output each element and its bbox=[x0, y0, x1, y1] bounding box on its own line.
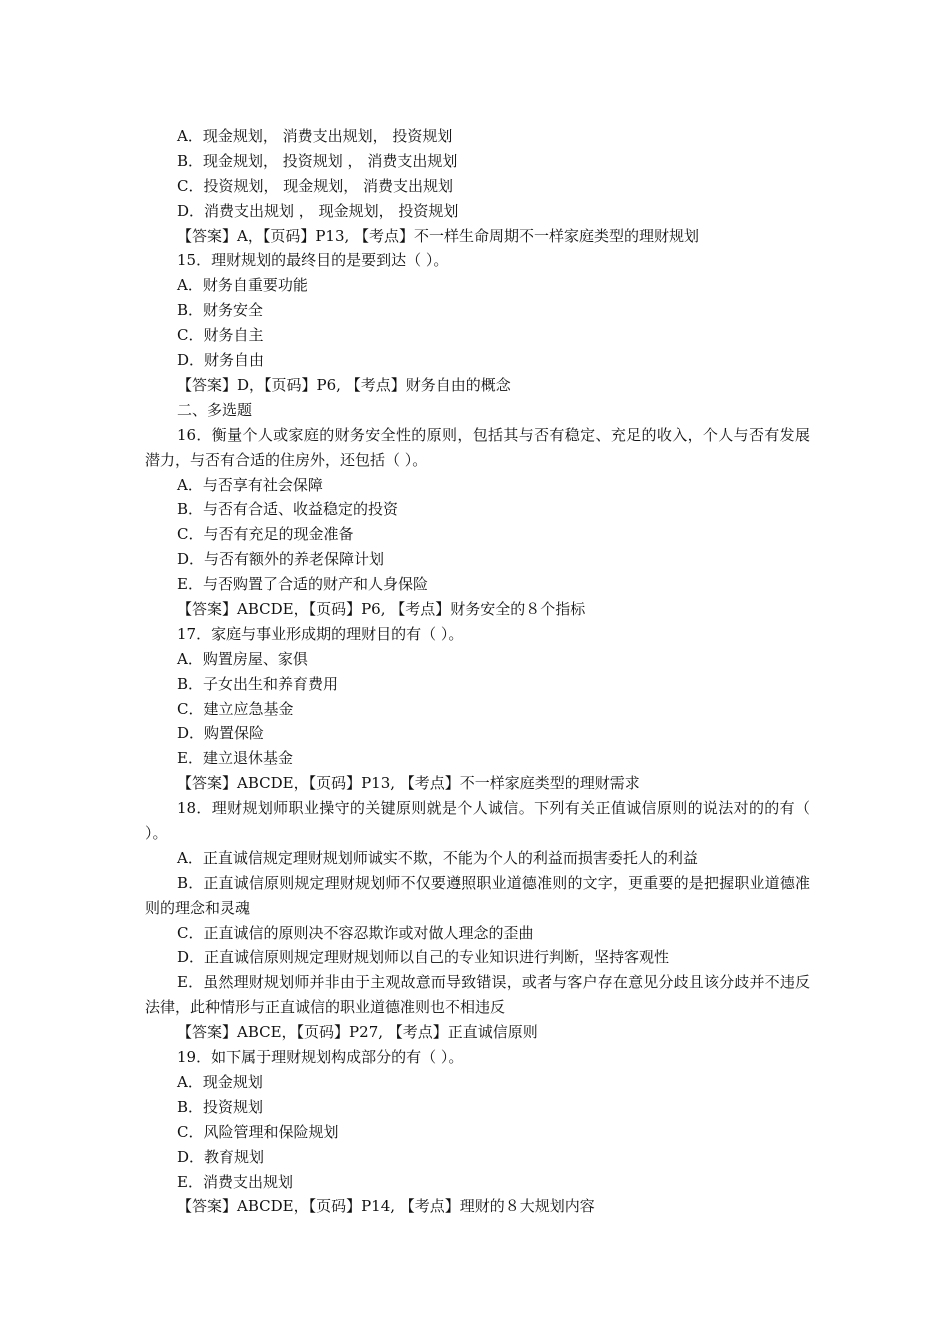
q16-option-d: D．与否有额外的养老保障计划 bbox=[177, 550, 385, 569]
q16-answer: 【答案】ABCDE，【页码】P6, 【考点】财务安全的８个指标 bbox=[177, 599, 586, 618]
q14-option-c: C．投资规划， 现金规划， 消费支出规划 bbox=[177, 176, 454, 195]
q15-answer: 【答案】D，【页码】P6, 【考点】财务自由的概念 bbox=[177, 375, 511, 394]
q17-option-a: A．购置房屋、家俱 bbox=[177, 649, 308, 668]
q19-option-b: B．投资规划 bbox=[177, 1097, 264, 1116]
q14-option-b: B．现金规划， 投资规划 ， 消费支出规划 bbox=[177, 151, 458, 170]
q17-answer: 【答案】ABCDE，【页码】P13, 【考点】不一样家庭类型的理财需求 bbox=[177, 774, 640, 793]
q17-option-d: D．购置保险 bbox=[177, 724, 265, 743]
q19-option-c: C．风险管理和保险规划 bbox=[177, 1122, 339, 1141]
q15-option-a: A．财务自重要功能 bbox=[177, 276, 308, 295]
q18-option-a: A．正直诚信规定理财规划师诚实不欺，不能为个人的利益而损害委托人的利益 bbox=[177, 848, 698, 867]
q18-answer: 【答案】ABCE，【页码】P27, 【考点】正直诚信原则 bbox=[177, 1023, 538, 1042]
q17-option-b: B．子女出生和养育费用 bbox=[177, 674, 339, 693]
q14-option-d: D．消费支出规划 ， 现金规划， 投资规划 bbox=[177, 201, 459, 220]
q16-option-c: C．与否有充足的现金准备 bbox=[177, 525, 354, 544]
document-body bbox=[145, 124, 810, 1219]
q16-option-a: A．与否享有社会保障 bbox=[177, 475, 323, 494]
q14-option-a: A．现金规划， 消费支出规划， 投资规划 bbox=[177, 127, 453, 145]
q19-option-e: E．消费支出规划 bbox=[177, 1172, 293, 1191]
q17-option-c: C．建立应急基金 bbox=[177, 699, 294, 718]
q18-question: 18．理财规划师职业操守的关键原则就是个人诚信。下列有关正值诚信原则的说法对的的有（ ）。 bbox=[145, 799, 810, 842]
q19-option-a: A．现金规划 bbox=[177, 1072, 263, 1091]
q16-option-e: E．与否购置了合适的财产和人身保险 bbox=[177, 575, 428, 594]
q18-option-e: E．虽然理财规划师并非由于主观故意而导致错误，或者与客户存在意见分歧且该分歧并不违反法律，此种情形与正直诚信的职业道德准则也不相违反 bbox=[145, 973, 810, 1017]
q16-option-b: B．与否有合适、收益稳定的投资 bbox=[177, 500, 399, 519]
q15-option-d: D．财务自由 bbox=[177, 351, 265, 370]
q18-option-d: D．正直诚信原则规定理财规划师以自己的专业知识进行判断，坚持客观性 bbox=[177, 948, 670, 967]
q17-option-e: E．建立退休基金 bbox=[177, 749, 293, 768]
q14-answer: 【答案】A，【页码】P13, 【考点】不一样生命周期不一样家庭类型的理财规划 bbox=[177, 226, 700, 245]
q15-question: 15．理财规划的最终目的是要到达（ ）。 bbox=[177, 251, 449, 270]
q18-option-c: C．正直诚信的原则决不容忍欺诈或对做人理念的歪曲 bbox=[177, 923, 534, 942]
q17-question: 17．家庭与事业形成期的理财目的有（ ）。 bbox=[177, 624, 464, 643]
q19-option-d: D．教育规划 bbox=[177, 1147, 265, 1166]
q16-question: 16．衡量个人或家庭的财务安全性的原则，包括其与否有稳定、充足的收入，个人与否有发展潜力，与否有合适的住房外，还包括（ ）。 bbox=[145, 425, 810, 469]
q15-option-b: B．财务安全 bbox=[177, 301, 264, 320]
q19-question: 19．如下属于理财规划构成部分的有（ ）。 bbox=[177, 1048, 464, 1067]
section-title: 二、多选题 bbox=[177, 400, 253, 419]
q19-answer: 【答案】ABCDE，【页码】P14, 【考点】理财的８大规划内容 bbox=[177, 1197, 595, 1216]
q18-option-b: B．正直诚信原则规定理财规划师不仅要遵照职业道德准则的文字，更重要的是把握职业道德准则的理念和灵魂 bbox=[145, 873, 810, 917]
q15-option-c: C．财务自主 bbox=[177, 326, 264, 345]
